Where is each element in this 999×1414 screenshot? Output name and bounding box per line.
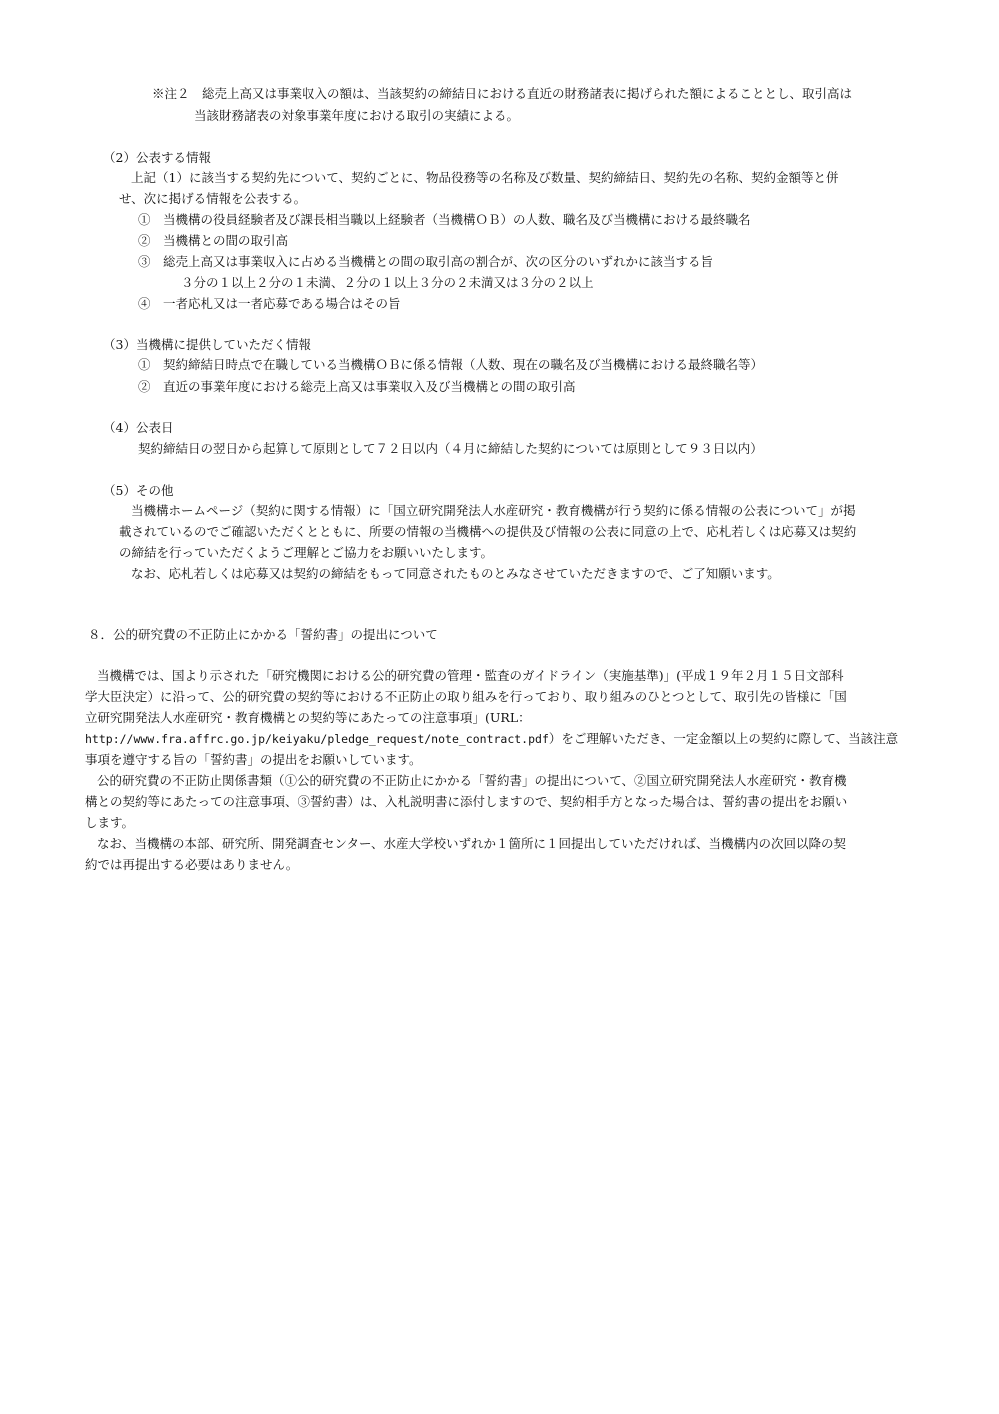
section8-p3-line2: 約では再提出する必要はありません。: [85, 857, 299, 872]
section8-p1-line2: 学大臣決定）に沿って、公的研究費の契約等における不正防止の取り組みを行っており、取り組みのひとつとして、取引先の皆様に「国: [85, 689, 847, 704]
section8-p2-line3: します。: [85, 815, 135, 830]
section3-heading: （3）当機構に提供していただく情報: [103, 337, 311, 352]
section5-para2: なお、応札若しくは応募又は契約の締結をもって同意されたものとみなさせていただきますので、ご了知願います。: [131, 566, 780, 581]
section4-body: 契約締結日の翌日から起算して原則として７２日以内（４月に締結した契約については原則として９３日以内）: [138, 441, 763, 456]
section2-item3-sub: ３分の１以上２分の１未満、２分の１以上３分の２未満又は３分の２以上: [181, 275, 594, 290]
section2-item2: ② 当機構との間の取引高: [138, 233, 289, 248]
section8-p1-line1: 当機構では、国より示された「研究機関における公的研究費の管理・監査のガイドライン（実施基準)」(平成１９年２月１５日文部科: [97, 668, 844, 683]
section8-p1-line4: [85, 731, 898, 747]
section8-p3-line1: なお、当機構の本部、研究所、開発調査センター、水産大学校いずれか１箇所に１回提出していただければ、当機構内の次回以降の契: [97, 836, 847, 851]
note2-line1: ※注２ 総売上高又は事業収入の額は、当該契約の締結日における直近の財務諸表に掲げられた額によることとし、取引高は: [152, 86, 853, 101]
section4-heading: （4）公表日: [103, 420, 174, 435]
section8-p2-line2: 構との契約等にあたっての注意事項、③誓約書）は、入札説明書に添付しますので、契約相手方となった場合は、誓約書の提出をお願い: [85, 794, 848, 809]
section2-item4: ④ 一者応札又は一者応募である場合はその旨: [138, 296, 401, 311]
section2-body-line1: 上記（1）に該当する契約先について、契約ごとに、物品役務等の名称及び数量、契約締結日、契約先の名称、契約金額等と併: [131, 170, 839, 185]
section2-item1: ① 当機構の役員経験者及び課長相当職以上経験者（当機構ＯＢ）の人数、職名及び当機構における最終職名: [138, 212, 751, 227]
section2-item3: ③ 総売上高又は事業収入に占める当機構との間の取引高の割合が、次の区分のいずれかに該当する旨: [138, 254, 714, 269]
section8-p2-line1: 公的研究費の不正防止関係書類（①公的研究費の不正防止にかかる「誓約書」の提出について、②国立研究開発法人水産研究・教育機: [97, 773, 847, 788]
section5-para1-line1: 当機構ホームページ（契約に関する情報）に「国立研究開発法人水産研究・教育機構が行う契約に係る情報の公表について」が掲: [131, 503, 856, 518]
guideline-url-link[interactable]: http://www.fra.affrc.go.jp/keiyaku/pledge_request/note_contract.pdf: [85, 732, 549, 746]
section8-p1-line4-rest: ）をご理解いただき、一定金額以上の契約に際して、当該注意: [548, 731, 899, 746]
section2-heading: （2）公表する情報: [103, 150, 211, 165]
section8-p1-line3: 立研究開発法人水産研究・教育機構との契約等にあたっての注意事項」(URL：: [85, 710, 531, 725]
section5-para1-line3: の締結を行っていただくようご理解とご協力をお願いいたします。: [119, 545, 494, 560]
section8-heading: ８．公的研究費の不正防止にかかる「誓約書」の提出について: [88, 627, 438, 642]
section3-item2: ② 直近の事業年度における総売上高又は事業収入及び当機構との間の取引高: [138, 379, 576, 394]
section5-para1-line2: 載されているのでご確認いただくとともに、所要の情報の当機構への提供及び情報の公表に同意の上で、応札若しくは応募又は契約: [119, 524, 857, 539]
note2-line2: 当該財務諸表の対象事業年度における取引の実績による。: [194, 108, 520, 123]
section5-heading: （5）その他: [103, 483, 174, 498]
section3-item1: ① 契約締結日時点で在職している当機構ＯＢに係る情報（人数、現在の職名及び当機構における最終職名等）: [138, 357, 764, 372]
section2-body-line2: せ、次に掲げる情報を公表する。: [119, 191, 307, 206]
section8-p1-line5: 事項を遵守する旨の「誓約書」の提出をお願いしています。: [85, 752, 422, 767]
